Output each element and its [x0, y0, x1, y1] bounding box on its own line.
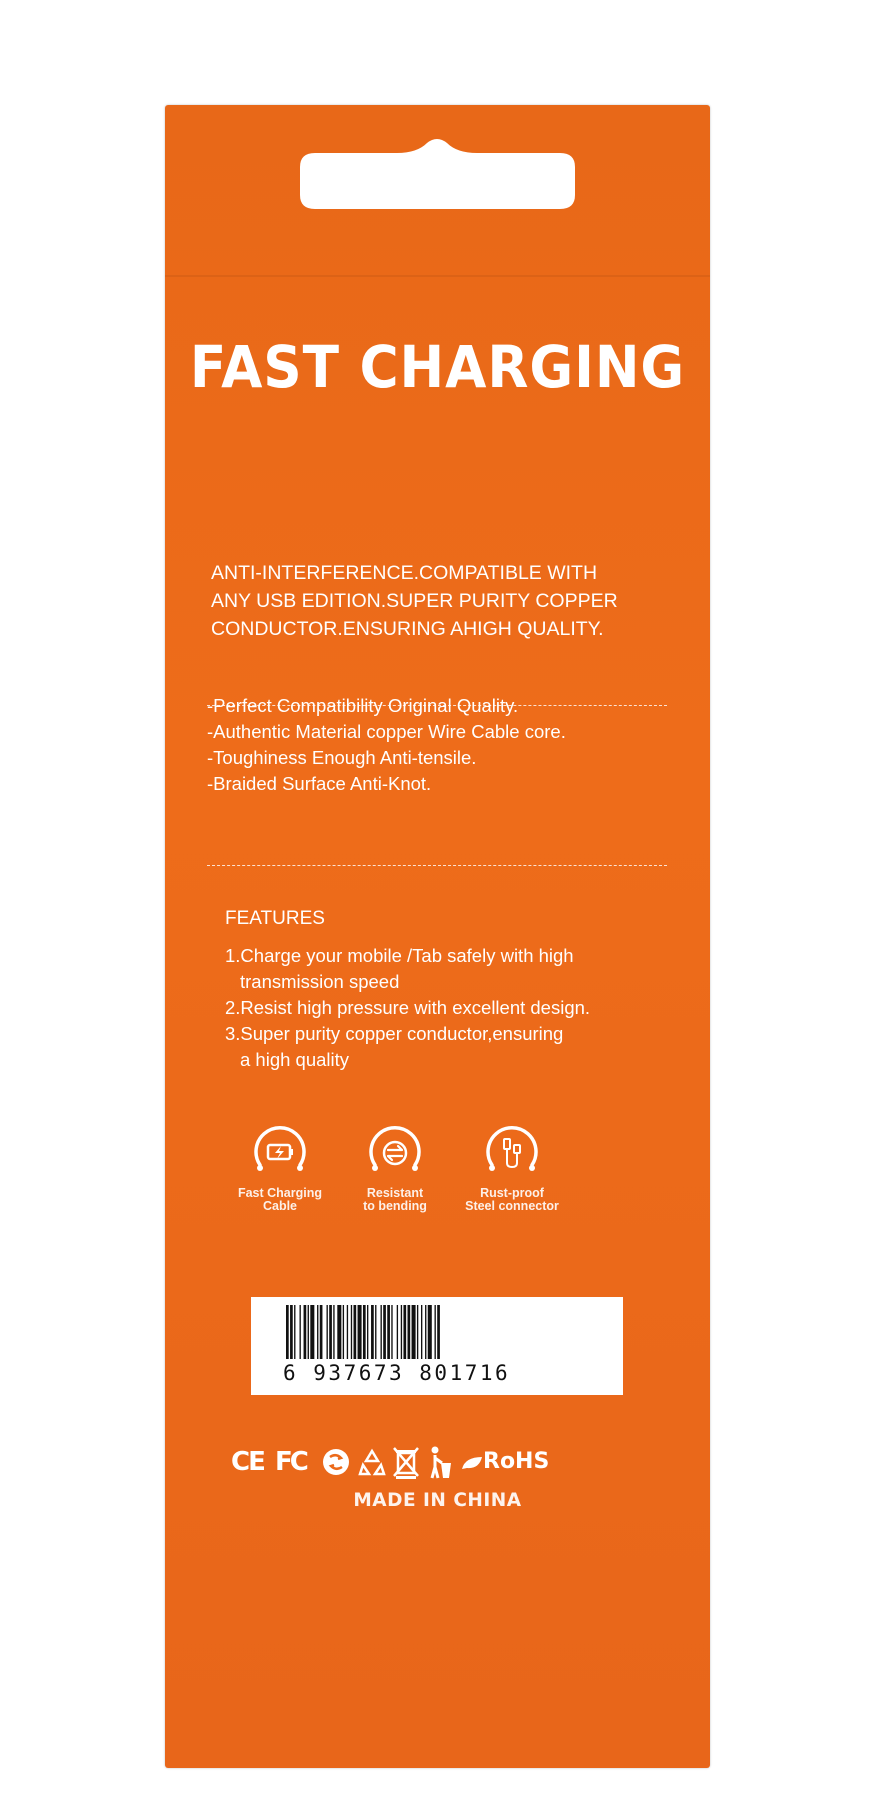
leaf-icon	[461, 1455, 483, 1471]
intro-line: ANY USB EDITION.SUPER PURITY COPPER	[211, 590, 618, 612]
barcode-bar	[308, 1305, 309, 1359]
feature-item-continued: transmission speed	[240, 971, 400, 992]
badge-label: to bending	[363, 1199, 427, 1213]
barcode-bar	[300, 1305, 301, 1359]
product-box-back	[165, 105, 710, 1768]
barcode-bar	[383, 1305, 386, 1359]
badge-resistant-bending	[330, 1123, 460, 1213]
badge-label: Resistant	[366, 1186, 424, 1200]
badge-label: Cable	[262, 1199, 298, 1213]
barcode-bar	[403, 1305, 406, 1359]
barcode-bar	[428, 1305, 432, 1359]
intro-line: ANTI-INTERFERENCE.COMPATIBLE WITH	[211, 562, 598, 584]
certification-marks	[231, 1445, 651, 1485]
barcode-bar	[317, 1305, 318, 1359]
product-title: FAST CHARGING	[189, 333, 686, 401]
barcode-bars	[286, 1297, 586, 1359]
bullet-list	[207, 693, 667, 797]
green-dot-icon	[321, 1447, 351, 1477]
bullet-item: -Perfect Compatibility Original Quality.	[207, 695, 519, 716]
feature-item: 2.Resist high pressure with excellent design.	[225, 997, 591, 1018]
barcode-bar	[351, 1305, 352, 1359]
barcode-bar	[387, 1305, 390, 1359]
intro-line: CONDUCTOR.ENSURING AHIGH QUALITY.	[211, 618, 604, 640]
made-in-label: MADE IN CHINA	[353, 1490, 522, 1511]
features-list	[225, 943, 665, 1073]
barcode-bar	[304, 1305, 307, 1359]
barcode-bar	[343, 1305, 344, 1359]
dashed-divider	[207, 865, 667, 866]
barcode-bar	[337, 1305, 341, 1359]
barcode-bar	[310, 1305, 314, 1359]
feature-item-continued: a high quality	[240, 1049, 350, 1070]
barcode-bar	[354, 1305, 357, 1359]
barcode-bar	[435, 1305, 436, 1359]
barcode-bar	[363, 1305, 366, 1359]
bend-arrows-icon	[365, 1123, 425, 1183]
tidy-man-icon	[427, 1445, 453, 1479]
barcode-bar	[347, 1305, 348, 1359]
barcode-bar	[425, 1305, 426, 1359]
intro-text	[211, 559, 681, 643]
barcode-bar	[367, 1305, 368, 1359]
box-flap-fold	[165, 275, 710, 277]
barcode-bar	[358, 1305, 362, 1359]
badge-fast-charging	[215, 1123, 345, 1213]
barcode	[251, 1297, 623, 1395]
bullet-item: -Toughiness Enough Anti-tensile.	[207, 747, 477, 768]
recycle-icon	[357, 1447, 387, 1477]
feature-badges	[215, 1123, 675, 1233]
features-heading: FEATURES	[225, 908, 325, 929]
cable-connector-icon	[482, 1123, 542, 1183]
barcode-bar	[381, 1305, 382, 1359]
barcode-bar	[286, 1305, 289, 1359]
barcode-bar	[391, 1305, 392, 1359]
barcode-bar	[437, 1305, 440, 1359]
barcode-bar	[401, 1305, 402, 1359]
fcc-mark: FC	[275, 1447, 306, 1477]
rohs-mark: RoHS	[483, 1449, 550, 1474]
battery-charging-icon	[250, 1123, 310, 1183]
ce-mark: CE	[231, 1447, 264, 1477]
badge-label: Fast Charging	[237, 1186, 323, 1200]
weee-bin-icon	[391, 1445, 421, 1479]
barcode-bar	[327, 1305, 328, 1359]
barcode-bar	[375, 1305, 376, 1359]
feature-item: 3.Super purity copper conductor,ensuring	[225, 1023, 564, 1044]
bullet-item: -Authentic Material copper Wire Cable core.	[207, 721, 566, 742]
barcode-bar	[320, 1305, 323, 1359]
barcode-bar	[417, 1305, 418, 1359]
barcode-number: 6 937673 801716	[283, 1361, 511, 1385]
barcode-bar	[333, 1305, 334, 1359]
barcode-bar	[397, 1305, 398, 1359]
badge-label: Steel connector	[465, 1199, 559, 1213]
barcode-bar	[290, 1305, 293, 1359]
hang-hole	[165, 105, 710, 255]
bullet-item: -Braided Surface Anti-Knot.	[207, 773, 432, 794]
barcode-bar	[408, 1305, 411, 1359]
barcode-bar	[421, 1305, 422, 1359]
barcode-bar	[371, 1305, 374, 1359]
feature-item: 1.Charge your mobile /Tab safely with high	[225, 945, 574, 966]
barcode-bar	[412, 1305, 416, 1359]
badge-rust-proof	[447, 1123, 577, 1213]
barcode-bar	[294, 1305, 295, 1359]
barcode-bar	[329, 1305, 332, 1359]
badge-label: Rust-proof	[480, 1186, 544, 1200]
